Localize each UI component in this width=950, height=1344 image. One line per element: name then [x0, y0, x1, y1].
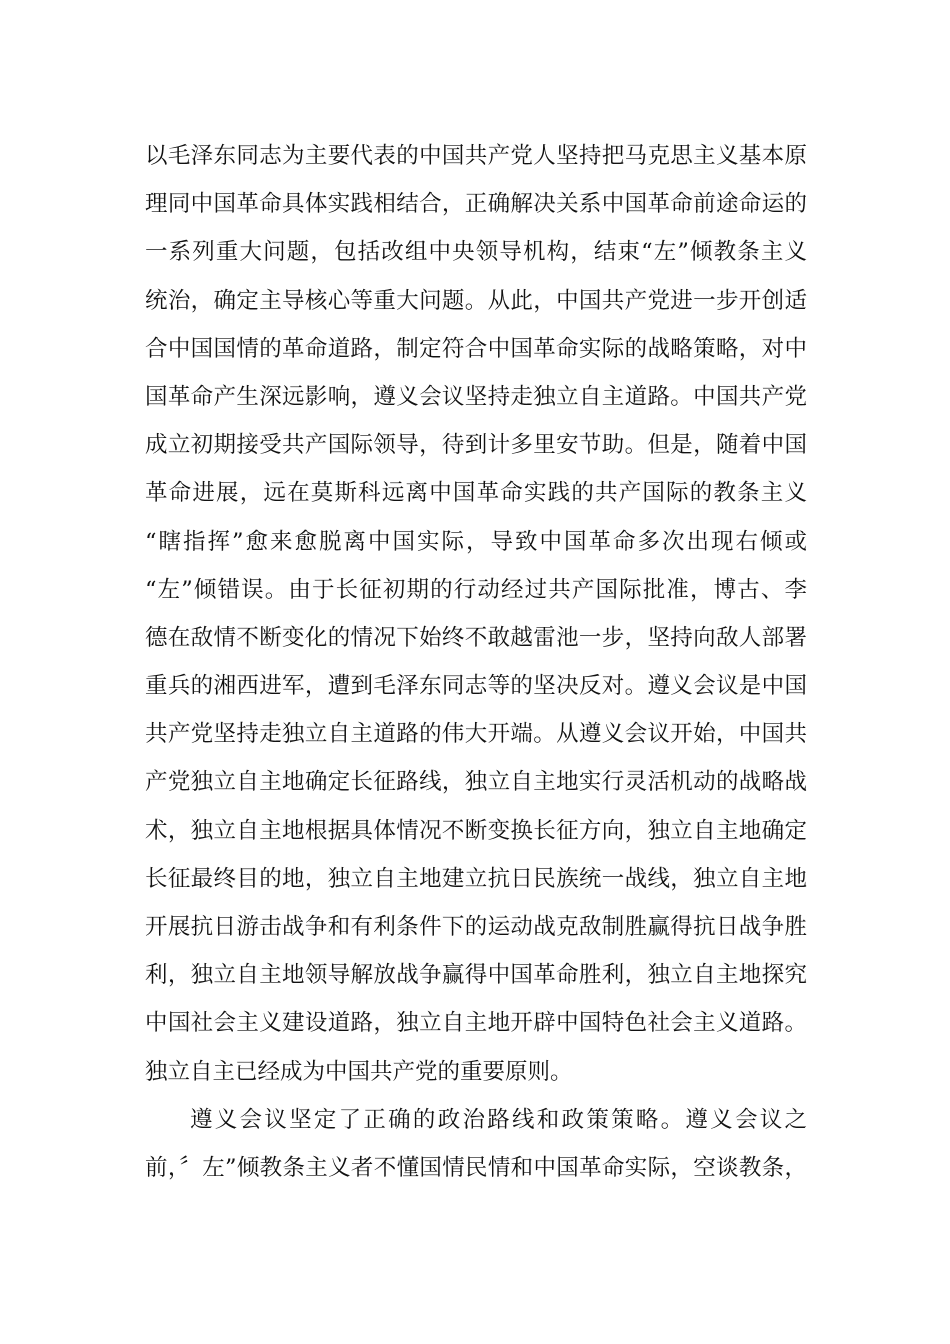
- text-line: 理同中国革命具体实践相结合，正确解决关系中国革命前途命运的: [145, 191, 807, 218]
- text-line: 长征最终目的地，独立自主地建立抗日民族统一战线，独立自主地: [145, 865, 807, 892]
- text-line: 独立自主已经成为中国共产党的重要原则。: [145, 1058, 573, 1085]
- text-line: 术，独立自主地根据具体情况不断变换长征方向，独立自主地确定: [145, 817, 807, 844]
- text-line: 重兵的湘西进军，遭到毛泽东同志等的坚决反对。遵义会议是中国: [145, 673, 807, 700]
- paragraph-first-line: 遵义会议坚定了正确的政治路线和政策策略。遵义会议之: [190, 1106, 807, 1133]
- text-line: 以毛泽东同志为主要代表的中国共产党人坚持把马克思主义基本原: [145, 143, 807, 169]
- text-line: 德在敌情不断变化的情况下始终不敢越雷池一步，坚持向敌人部署: [145, 624, 807, 651]
- text-line: “左”倾错误。由于长征初期的行动经过共产国际批准，博古、李: [145, 576, 807, 603]
- text-line: 国革命产生深远影响，遵义会议坚持走独立自主道路。中国共产党: [145, 383, 807, 410]
- text-line: 前，〞左”倾教条主义者不懂国情民情和中国革命实际，空谈教条，: [145, 1154, 807, 1181]
- text-line: 成立初期接受共产国际领导，待到计多里安节助。但是，随着中国: [145, 432, 807, 459]
- text-line: 中国社会主义建设道路，独立自主地开辟中国特色社会主义道路。: [145, 1010, 807, 1037]
- body-text: [145, 132, 807, 1192]
- text-line: 统治，确定主导核心等重大问题。从此，中国共产党进一步开创适: [145, 287, 807, 314]
- text-line: “瞎指挥”愈来愈脱离中国实际，导致中国革命多次出现右倾或: [145, 528, 807, 555]
- text-line: 开展抗日游击战争和有利条件下的运动战克敌制胜赢得抗日战争胜: [145, 914, 807, 940]
- text-line: 革命进展，远在莫斯科远离中国革命实践的共产国际的教条主义: [145, 480, 807, 507]
- text-line: 一系列重大问题，包括改组中央领导机构，结束“左”倾教条主义: [145, 239, 807, 266]
- text-line: 共产党坚持走独立自主道路的伟大开端。从遵义会议开始，中国共: [145, 721, 807, 748]
- text-line: 合中国国情的革命道路，制定符合中国革命实际的战略策略，对中: [145, 335, 807, 362]
- text-line: 产党独立自主地确定长征路线，独立自主地实行灵活机动的战略战: [145, 769, 807, 796]
- text-line: 利，独立自主地领导解放战争赢得中国革命胜利，独立自主地探究: [145, 962, 807, 989]
